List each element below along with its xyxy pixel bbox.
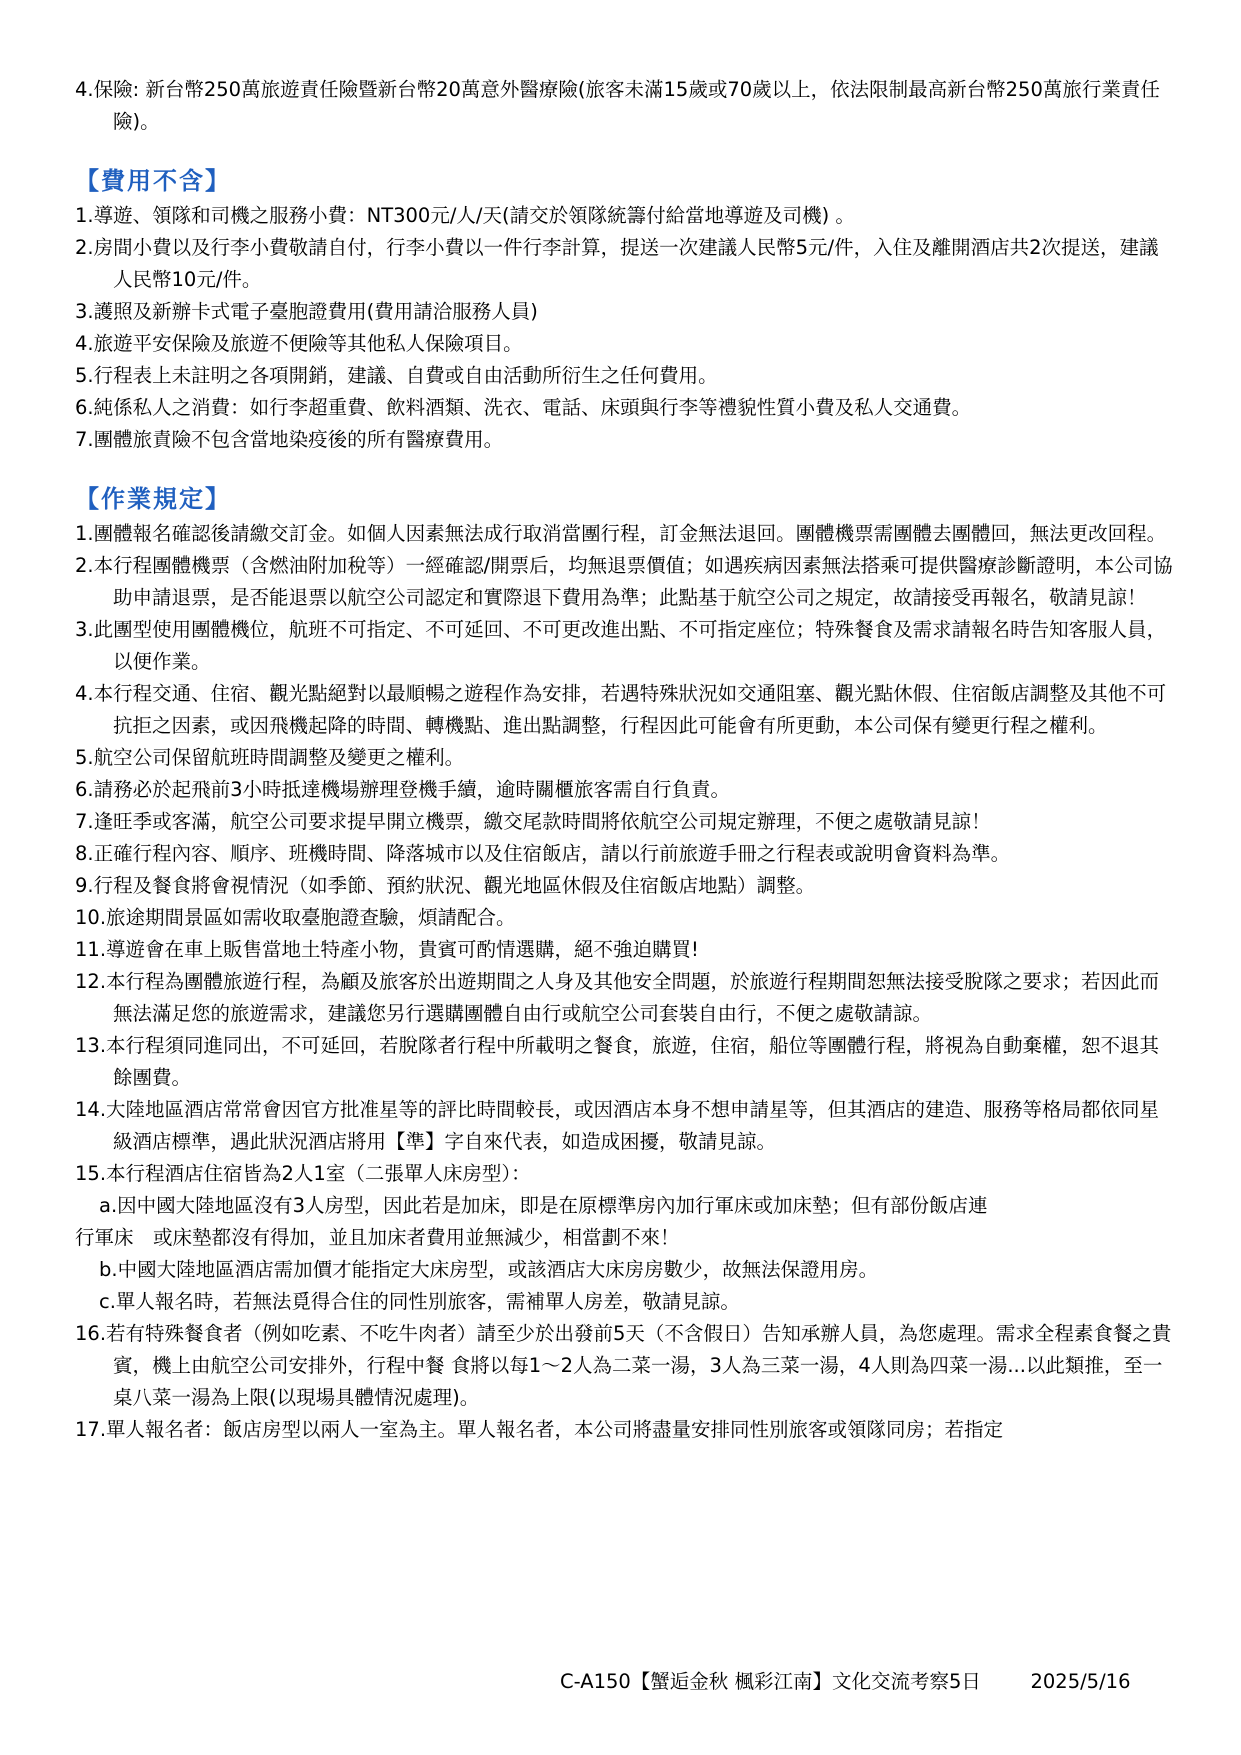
exclusions-list [75, 200, 1175, 456]
sub-item-c: c.單人報名時，若無法覓得合住的同性別旅客，需補單人房差，敬請見諒。 [99, 1290, 740, 1313]
list-item: 6.請務必於起飛前3小時抵達機場辦理登機手續，逾時關櫃旅客需自行負責。 [75, 778, 731, 801]
page-footer [560, 1666, 1130, 1694]
sub-item-a-continued: 行軍床 或床墊都沒有得加，並且加床者費用並無減少，相當劃不來！ [75, 1226, 680, 1249]
list-item: 5.行程表上未註明之各項開銷，建議、自費或自由活動所衍生之任何費用。 [75, 364, 718, 387]
list-item: 7.逢旺季或客滿，航空公司要求提早開立機票，繳交尾款時間將依航空公司規定辦理，不便之處敬請見諒！ [75, 810, 991, 833]
footer-date: 2025/5/16 [1030, 1670, 1131, 1693]
rules-heading: 【作業規定】 [75, 485, 231, 513]
list-item: 4.旅遊平安保險及旅遊不便險等其他私人保險項目。 [75, 332, 523, 355]
list-item: 10.旅途期間景區如需收取臺胞證查驗，煩請配合。 [75, 906, 516, 929]
sub-item-a: a.因中國大陸地區沒有3人房型，因此若是加床，即是在原標準房內加行軍床或加床墊；但有部份飯店連 [99, 1194, 988, 1217]
insurance-item: 4.保險: 新台幣250萬旅遊責任險暨新台幣20萬意外醫療險(旅客未滿15歲或70歲以上，依法限制最高新台幣250萬旅行業責任險)。 [75, 78, 1160, 133]
list-item: 8.正確行程內容、順序、班機時間、降落城市以及住宿飯店，請以行前旅遊手冊之行程表或說明會資料為準。 [75, 842, 1011, 865]
list-item: 13.本行程須同進同出，不可延回，若脫隊者行程中所載明之餐食，旅遊，住宿，船位等團體行程，將視為自動棄權，恕不退其餘團費。 [75, 1034, 1160, 1089]
list-item: 11.導遊會在車上販售當地土特產小物，貴賓可酌情選購，絕不強迫購買! [75, 938, 699, 961]
list-item: 2.房間小費以及行李小費敬請自付，行李小費以一件行李計算，提送一次建議人民幣5元/件，入住及離開酒店共2次提送，建議人民幣10元/件。 [75, 236, 1159, 291]
list-item: 7.團體旅責險不包含當地染疫後的所有醫療費用。 [75, 428, 504, 451]
list-item: 4.本行程交通、住宿、觀光點絕對以最順暢之遊程作為安排，若遇特殊狀況如交通阻塞、觀光點休假、住宿飯店調整及其他不可抗拒之因素，或因飛機起降的時間、轉機點、進出點調整，行程因此可能會有所更動，本公司保有變更行程之權利。 [75, 682, 1167, 737]
document-body [75, 74, 1175, 1446]
list-item: 3.此團型使用團體機位，航班不可指定、不可延回、不可更改進出點、不可指定座位；特殊餐食及需求請報名時告知客服人員，以便作業。 [75, 618, 1167, 673]
tour-code: C-A150【蟹逅金秋 楓彩江南】文化交流考察5日 [560, 1670, 981, 1693]
list-item: 6.純係私人之消費：如行李超重費、飲料酒類、洗衣、電話、床頭與行李等禮貌性質小費及私人交通費。 [75, 396, 972, 419]
exclusions-heading: 【費用不含】 [75, 167, 231, 195]
list-item: 15.本行程酒店住宿皆為2人1室（二張單人床房型）： [75, 1162, 531, 1185]
list-item: 1.團體報名確認後請繳交訂金。如個人因素無法成行取消當團行程，訂金無法退回。團體機票需團體去團體回，無法更改回程。 [75, 522, 1167, 545]
list-item: 14.大陸地區酒店常常會因官方批准星等的評比時間較長，或因酒店本身不想申請星等，但其酒店的建造、服務等格局都依同星級酒店標準，遇此狀況酒店將用【準】字自來代表，如造成困擾，敬請見諒。 [75, 1098, 1160, 1153]
list-item: 12.本行程為團體旅遊行程，為顧及旅客於出遊期間之人身及其他安全問題，於旅遊行程期間恕無法接受脫隊之要求；若因此而無法滿足您的旅遊需求，建議您另行選購團體自由行或航空公司套裝自由行，不便之處敬請諒。 [75, 970, 1160, 1025]
list-item: 16.若有特殊餐食者（例如吃素、不吃牛肉者）請至少於出發前5天（不含假日）告知承辦人員，為您處理。需求全程素食餐之貴賓，機上由航空公司安排外，行程中餐 食將以每1～2人為二菜一湯，3人為三菜一湯，4人則為四菜一湯...以此類推，至一桌八菜一湯為上限(以現場具體情況處理)。 [75, 1322, 1172, 1409]
list-item: 17.單人報名者：飯店房型以兩人一室為主。單人報名者，本公司將盡量安排同性別旅客或領隊同房；若指定 [75, 1418, 1004, 1441]
rules-list [75, 518, 1175, 1446]
list-item: 3.護照及新辦卡式電子臺胞證費用(費用請洽服務人員) [75, 300, 538, 323]
list-item: 2.本行程團體機票（含燃油附加稅等）一經確認/開票后，均無退票價值；如遇疾病因素無法搭乘可提供醫療診斷證明，本公司協助申請退票，是否能退票以航空公司認定和實際退下費用為準；此點基于航空公司之規定，故請接受再報名，敬請見諒！ [75, 554, 1173, 609]
list-item: 5.航空公司保留航班時間調整及變更之權利。 [75, 746, 465, 769]
list-item: 9.行程及餐食將會視情況（如季節、預約狀況、觀光地區休假及住宿飯店地點）調整。 [75, 874, 816, 897]
list-item: 1.導遊、領隊和司機之服務小費：NT300元/人/天(請交於領隊統籌付給當地導遊及司機) 。 [75, 204, 855, 227]
sub-item-b: b.中國大陸地區酒店需加價才能指定大床房型，或該酒店大床房房數少，故無法保證用房。 [99, 1258, 879, 1281]
